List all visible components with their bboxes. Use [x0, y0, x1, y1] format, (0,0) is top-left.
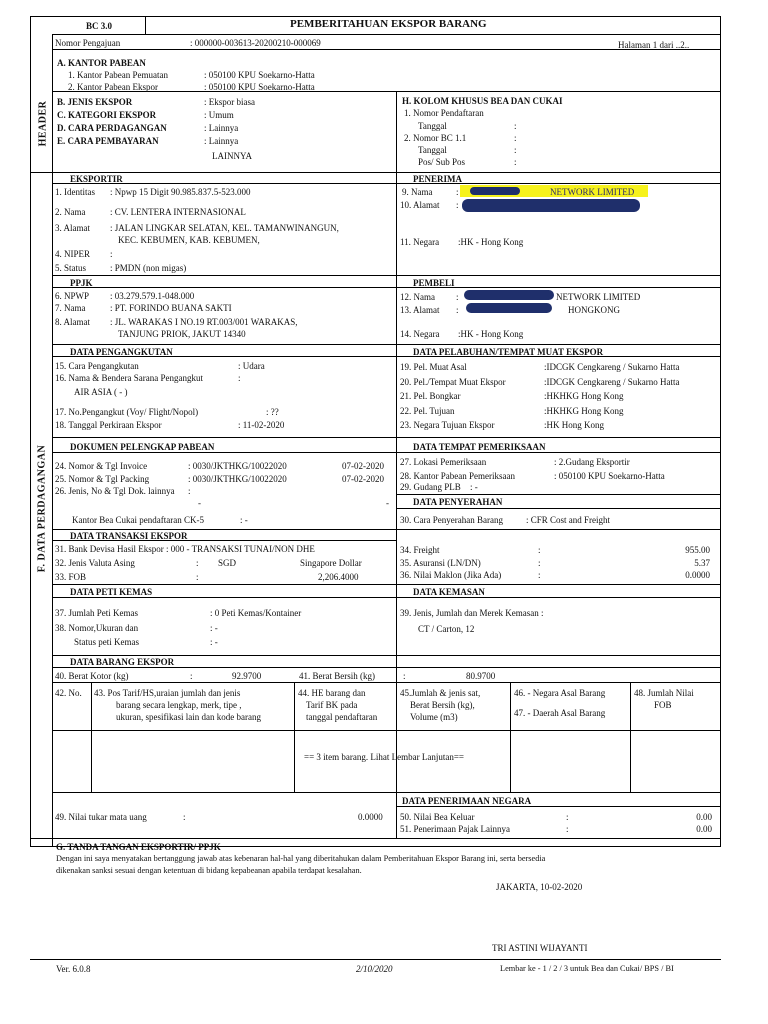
col-45-header-3: Volume (m3) [410, 712, 458, 722]
tgl-perkiraan-value: : 11-02-2020 [238, 420, 285, 430]
ppjk-alamat-value-2: TANJUNG PRIOK, JAKUT 14340 [118, 329, 246, 339]
pembeli-alamat-colon: : [456, 305, 459, 315]
ppjk-title-bottom [52, 287, 721, 288]
fob-label: 33. FOB [55, 572, 87, 582]
cara-penyerahan-value: : CFR Cost and Freight [526, 515, 611, 525]
pembeli-alamat-visible: HONGKONG [568, 305, 620, 315]
col-44-header-1: 44. HE barang dan [298, 688, 366, 698]
halaman: Halaman 1 dari ..2.. [618, 40, 690, 50]
berat-kotor-label: 40. Berat Kotor (kg) [55, 671, 129, 681]
maklon-colon: : [538, 570, 541, 580]
pel-bongkar-value: :HKHKG Hong Kong [544, 391, 624, 401]
col-44-divider [396, 682, 397, 792]
no-pengangkut-label: 17. No.Pengangkut (Voy/ Flight/Nopol) [55, 407, 199, 417]
pelabuhan-title: DATA PELABUHAN/TEMPAT MUAT EKSPOR [413, 347, 604, 357]
invoice-label: 24. Nomor & Tgl Invoice [55, 461, 148, 471]
kategori-ekspor-label: C. KATEGORI EKSPOR [57, 110, 157, 120]
declaration-line-1: Dengan ini saya menyatakan bertanggung jawab atas kebenaran hal-hal yang diberitahukan dalam Pemberitahuan Ekspor Barang ini, serta bersedia [56, 854, 546, 863]
jenis-kemasan-label: 39. Jenis, Jumlah dan Merek Kemasan : [400, 608, 544, 618]
nilai-tukar-colon: : [183, 812, 186, 822]
penerima-alamat-redaction [462, 199, 640, 212]
ppjk-title: PPJK [70, 278, 93, 288]
freight-label: 34. Freight [400, 545, 440, 555]
lembar-note: Lembar ke - 1 / 2 / 3 untuk Bea dan Cukai/ BPS / BI [500, 964, 674, 973]
valuta-code: SGD [218, 558, 237, 568]
valuta-name: Singapore Dollar [300, 558, 362, 568]
kantor-pabean-title: A. KANTOR PABEAN [57, 58, 146, 68]
ppjk-alamat-value: : JL. WARAKAS I NO.19 RT.003/001 WARAKAS, [110, 317, 298, 327]
negara-tujuan-label: 23. Negara Tujuan Ekspor [400, 420, 495, 430]
pel-muat-asal-label: 19. Pel. Muat Asal [400, 362, 467, 372]
status-label: 5. Status [55, 263, 87, 273]
penerima-title: PENERIMA [413, 174, 462, 184]
identitas-label: 1. Identitas [55, 187, 95, 197]
berat-bersih-value: 80.9700 [466, 671, 496, 681]
jumlah-peti-label: 37. Jumlah Peti Kemas [55, 608, 138, 618]
kantor-pemeriksaan-value: : 050100 KPU Soekarno-Hatta [554, 471, 665, 481]
penerimaan-title-bottom [396, 806, 721, 807]
berat-row-bottom [52, 682, 721, 683]
penerima-nama-visible: NETWORK LIMITED [550, 187, 635, 197]
peti-kemas-title: DATA PETI KEMAS [70, 587, 153, 597]
pembeli-nama-visible: NETWORK LIMITED [556, 292, 641, 302]
sarana-label: 16. Nama & Bendera Sarana Pengangkut [55, 373, 203, 383]
col-48-header-2: FOB [654, 700, 672, 710]
fob-colon: : [196, 572, 199, 582]
petikemas-title-bottom [52, 597, 721, 598]
pel-tujuan-value: :HKHKG Hong Kong [544, 406, 624, 416]
col-48-header-1: 48. Jumlah Nilai [634, 688, 694, 698]
main-col-divider [396, 172, 397, 689]
asuransi-label: 35. Asuransi (LN/DN) [400, 558, 481, 568]
header-side-label: HEADER [37, 100, 49, 147]
pembeli-title: PEMBELI [413, 278, 455, 288]
col-45-divider [510, 682, 511, 792]
col-45-header-2: Berat Bersih (kg), [410, 700, 475, 710]
freight-colon: : [538, 545, 541, 555]
col-42-header: 42. No. [55, 688, 82, 698]
pel-muat-ekspor-label: 20. Pel./Tempat Muat Ekspor [400, 377, 506, 387]
bea-keluar-value: 0.00 [696, 812, 712, 822]
nomor-pengajuan-value: : 000000-003613-20200210-000069 [190, 38, 321, 48]
jenis-ekspor-label: B. JENIS EKSPOR [57, 97, 133, 107]
dok-lainnya-dash-2: - [386, 498, 389, 508]
col-42-divider [91, 682, 92, 792]
tanggal-1-label: Tanggal [418, 121, 447, 131]
berat-kotor-colon: : [190, 671, 193, 681]
signatory-name: TRI ASTINI WIJAYANTI [492, 943, 588, 953]
pajak-lainnya-colon: : [566, 824, 569, 834]
valuta-label: 32. Jenis Valuta Asing [55, 558, 135, 568]
negara-tujuan-value: :HK Hong Kong [544, 420, 604, 430]
berat-kotor-value: 92.9700 [232, 671, 262, 681]
bc-cell-divider [145, 16, 146, 34]
status-value: : PMDN (non migas) [110, 263, 187, 273]
col-44-header-3: tanggal pendaftaran [306, 712, 378, 722]
cara-pengangkutan-value: : Udara [238, 361, 265, 371]
pos-subpos-colon: : [514, 157, 517, 167]
penerima-nama-label: 9. Nama [402, 187, 433, 197]
col-45-header-1: 45.Jumlah & jenis sat, [400, 688, 481, 698]
signature-bottom [30, 959, 721, 960]
nomor-pengajuan-label: Nomor Pengajuan [55, 38, 121, 48]
jenis-ekspor-value: : Ekspor biasa [204, 97, 255, 107]
npwp-label: 6. NPWP [55, 291, 90, 301]
signature-top [30, 838, 721, 839]
col-43-header-3: ukuran, spesifikasi lain dan kode barang [116, 712, 261, 722]
identitas-value: : Npwp 15 Digit 90.985.837.5-523.000 [110, 187, 251, 197]
penerimaan-title: DATA PENERIMAAN NEGARA [402, 796, 532, 806]
ppjk-top [52, 275, 721, 276]
ppjk-alamat-label: 8. Alamat [55, 317, 90, 327]
maklon-label: 36. Nilai Maklon (Jika Ada) [400, 570, 502, 580]
barang-top [52, 655, 721, 656]
berat-bersih-colon: : [403, 671, 406, 681]
tanggal-2-label: Tanggal [418, 145, 447, 155]
status-peti-value: : - [210, 637, 218, 647]
col-43-divider [294, 682, 295, 792]
pembeli-nama-colon: : [456, 292, 459, 302]
bea-keluar-label: 50. Nilai Bea Keluar [400, 812, 475, 822]
kantor-ekspor-value: : 050100 KPU Soekarno-Hatta [204, 82, 315, 92]
barang-title: DATA BARANG EKSPOR [70, 657, 175, 667]
packing-value: : 0030/JKTHKG/10022020 [188, 474, 287, 484]
header-trade-divider [30, 172, 52, 173]
cara-pembayaran-value: : Lainnya [204, 136, 239, 146]
ck5-label: Kantor Bea Cukai pendaftaran CK-5 [72, 515, 204, 525]
kantor-muat-label: 1. Kantor Pabean Pemuatan [68, 70, 168, 80]
penerima-nama-colon: : [456, 187, 459, 197]
bank-devisa: 31. Bank Devisa Hasil Ekspor : 000 - TRANSAKSI TUNAI/NON DHE [55, 544, 315, 554]
invoice-value: : 0030/JKTHKG/10022020 [188, 461, 287, 471]
version: Ver. 6.0.8 [56, 964, 91, 974]
eksportir-alamat-label: 3. Alamat [55, 223, 90, 233]
asuransi-colon: : [538, 558, 541, 568]
dok-lainnya-colon: : [188, 486, 191, 496]
eksportir-title-bottom [52, 183, 721, 184]
niper-value: : [110, 249, 113, 259]
penerima-negara-value: :HK - Hong Kong [458, 237, 524, 247]
npwp-value: : 03.279.579.1-048.000 [110, 291, 195, 301]
bc-code: BC 3.0 [86, 21, 113, 31]
maklon-value: 0.0000 [685, 570, 710, 580]
col-43-header-2: barang secara lengkap, merk, tipe , [116, 700, 242, 710]
pembeli-alamat-label: 13. Alamat [400, 305, 440, 315]
jenis-kemasan-value: CT / Carton, 12 [418, 624, 475, 634]
pembeli-nama-label: 12. Nama [400, 292, 435, 302]
declaration-line-2: dikenakan sanksi sesuai dengan ketentuan di bidang kepabeanan apabila terdapat kesalahan. [56, 866, 362, 875]
lanjutan-note: == 3 item barang. Lihat Lembar Lanjutan== [304, 752, 465, 762]
ppjk-nama-label: 7. Nama [55, 303, 86, 313]
eksportir-nama-value: : CV. LENTERA INTERNASIONAL [110, 207, 246, 217]
nilai-tukar-label: 49. Nilai tukar mata uang [55, 812, 147, 822]
penerima-alamat-label: 10. Alamat [400, 200, 440, 210]
penerima-negara-label: 11. Negara [400, 237, 440, 247]
signature-title: G. TANDA TANGAN EKSPORTIR/ PPJK [56, 842, 221, 852]
transaksi-top [52, 529, 721, 530]
no-pengangkut-value: : ?? [266, 407, 279, 417]
eksportir-nama-label: 2. Nama [55, 207, 86, 217]
pembeli-negara-label: 14. Negara [400, 329, 440, 339]
dokumen-top [52, 437, 721, 438]
pel-muat-asal-value: :IDCGK Cengkareng / Sukarno Hatta [544, 362, 680, 372]
nomor-bc11-colon: : [514, 133, 517, 143]
pel-bongkar-label: 21. Pel. Bongkar [400, 391, 461, 401]
sarana-value: AIR ASIA ( - ) [74, 387, 128, 397]
pembeli-alamat-redaction [466, 303, 552, 313]
col-46-header: 46. - Negara Asal Barang [514, 688, 606, 698]
nomor-ukuran-label: 38. Nomor,Ukuran dan [55, 623, 139, 633]
packing-label: 25. Nomor & Tgl Packing [55, 474, 150, 484]
place-date: JAKARTA, 10-02-2020 [496, 882, 583, 892]
nomor-bc11-label: 2. Nomor BC 1.1 [404, 133, 467, 143]
eksportir-title: EKSPORTIR [70, 174, 123, 184]
transaksi-title: DATA TRANSAKSI EKSPOR [70, 531, 188, 541]
dok-lainnya-dash-1: - [198, 498, 201, 508]
nomor-pendaftaran-label: 1. Nomor Pendaftaran [404, 108, 484, 118]
tgl-perkiraan-label: 18. Tanggal Perkiraan Ekspor [55, 420, 162, 430]
valuta-colon: : [196, 558, 199, 568]
cara-perdagangan-label: D. CARA PERDAGANGAN [57, 123, 167, 133]
ppjk-nama-value: : PT. FORINDO BUANA SAKTI [110, 303, 232, 313]
tanggal-2-colon: : [514, 145, 517, 155]
lokasi-pemeriksaan-value: : 2.Gudang Eksportir [554, 457, 630, 467]
form-title: PEMBERITAHUAN EKSPOR BARANG [290, 18, 487, 30]
nomor-ukuran-value: : - [210, 623, 218, 633]
pembeli-nama-redaction [464, 290, 554, 300]
kategori-ekspor-value: : Umum [204, 110, 234, 120]
pajak-lainnya-label: 51. Penerimaan Pajak Lainnya [400, 824, 510, 834]
trade-side-label: F. DATA PERDAGANGAN [36, 444, 48, 573]
bottom-col-divider [396, 792, 397, 838]
pos-subpos-label: Pos/ Sub Pos [418, 157, 466, 167]
col-47-header: 47. - Daerah Asal Barang [514, 708, 606, 718]
nilai-tukar-value: 0.0000 [358, 812, 383, 822]
dok-lainnya-label: 26. Jenis, No & Tgl Dok. lainnya [55, 486, 175, 496]
pel-tujuan-label: 22. Pel. Tujuan [400, 406, 455, 416]
dokumen-title: DOKUMEN PELENGKAP PABEAN [70, 442, 215, 452]
kantor-pemeriksaan-label: 28. Kantor Pabean Pemeriksaan [400, 471, 515, 481]
berat-bersih-label: 41. Berat Bersih (kg) [299, 671, 375, 681]
eksportir-alamat-value-2: KEC. KEBUMEN, KAB. KEBUMEN, [118, 235, 260, 245]
status-peti-label: Status peti Kemas [74, 637, 139, 647]
print-date: 2/10/2020 [356, 964, 393, 974]
bea-keluar-colon: : [566, 812, 569, 822]
item-header-bottom [52, 730, 721, 731]
lokasi-pemeriksaan-label: 27. Lokasi Pemeriksaan [400, 457, 487, 467]
pel-muat-ekspor-value: :IDCGK Cengkareng / Sukarno Hatta [544, 377, 680, 387]
cara-pengangkutan-label: 15. Cara Pengangkutan [55, 361, 139, 371]
eksportir-alamat-value: : JALAN LINGKAR SELATAN, KEL. TAMANWINANGUN, [110, 223, 339, 233]
asuransi-value: 5.37 [694, 558, 710, 568]
col-44-header-2: Tarif BK pada [306, 700, 358, 710]
penyerahan-top [396, 494, 721, 495]
cara-perdagangan-value: : Lainnya [204, 123, 239, 133]
dokumen-title-bottom [52, 452, 721, 453]
cara-penyerahan-label: 30. Cara Penyerahan Barang [400, 515, 503, 525]
freight-value: 955.00 [685, 545, 710, 555]
jumlah-peti-value: : 0 Peti Kemas/Kontainer [210, 608, 302, 618]
sarana-colon: : [238, 373, 241, 383]
penyerahan-title-bottom [396, 508, 721, 509]
pengangkutan-title: DATA PENGANGKUTAN [70, 347, 173, 357]
petikemas-top [52, 584, 721, 585]
cara-pembayaran-label: E. CARA PEMBAYARAN [57, 136, 159, 146]
gudang-plb-label: 29. Gudang PLB [400, 482, 461, 492]
kolom-bea-cukai-title: H. KOLOM KHUSUS BEA DAN CUKAI [402, 96, 563, 106]
cara-pembayaran-extra: LAINNYA [212, 151, 252, 161]
niper-label: 4. NIPER [55, 249, 91, 259]
side-column-divider [52, 34, 53, 847]
penyerahan-title: DATA PENYERAHAN [413, 497, 503, 507]
penerima-alamat-colon: : [456, 200, 459, 210]
header-col-divider [396, 91, 397, 172]
item-table-bottom [52, 792, 721, 793]
invoice-date: 07-02-2020 [342, 461, 384, 471]
packing-date: 07-02-2020 [342, 474, 384, 484]
ck5-value: : - [240, 515, 248, 525]
col-46-divider [630, 682, 631, 792]
barang-title-bottom [52, 667, 721, 668]
kantor-muat-value: : 050100 KPU Soekarno-Hatta [204, 70, 315, 80]
pemeriksaan-title: DATA TEMPAT PEMERIKSAAN [413, 442, 546, 452]
gudang-plb-value: : - [470, 482, 478, 492]
pajak-lainnya-value: 0.00 [696, 824, 712, 834]
kemasan-title: DATA KEMASAN [413, 587, 485, 597]
pembeli-negara-value: :HK - Hong Kong [458, 329, 524, 339]
header-bottom [52, 172, 721, 173]
tanggal-1-colon: : [514, 121, 517, 131]
kantor-ekspor-label: 2. Kantor Pabean Ekspor [68, 82, 158, 92]
penerima-nama-redaction [470, 187, 520, 195]
angkut-top [52, 344, 721, 345]
title-row-bottom [52, 34, 721, 35]
col-43-header-1: 43. Pos Tarif/HS,uraian jumlah dan jenis [94, 688, 241, 698]
fob-value: 2,206.4000 [318, 572, 359, 582]
